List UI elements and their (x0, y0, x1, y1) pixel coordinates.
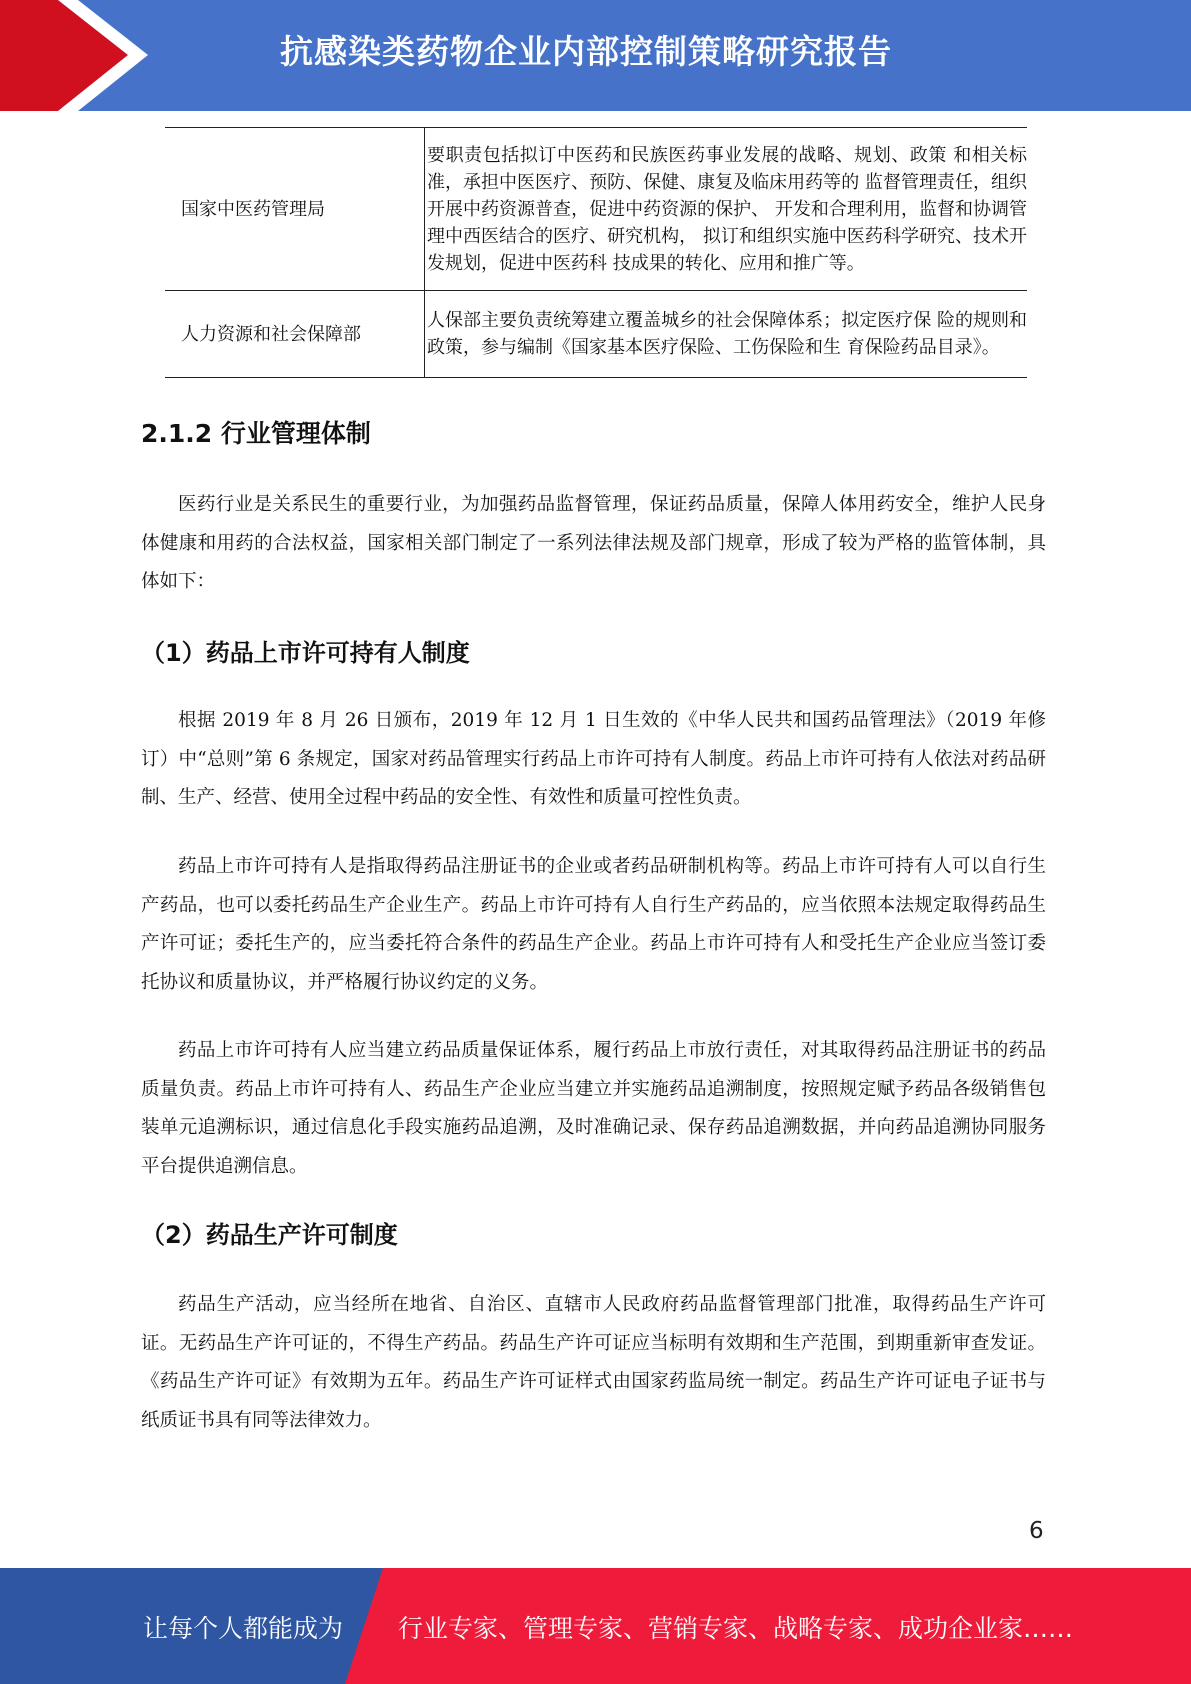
agency-description: 要职责包括拟订中医药和民族医药事业发展的战略、规划、政策 和相关标准，承担中医医疗、预防、保健、康复及临床用药等的 监督管理责任，组织开展中药资源普查，促进中药资源的保护、 开发和合理利用，监督和协调管理中西医结合的医疗、研究机构， 拟订和组织实施中医药科学研究、技术开发规划，促进中医药科 技成果的转化、应用和推广等。 (427, 144, 1027, 274)
header-chevron-logo (0, 0, 160, 111)
paragraph: 药品生产活动，应当经所在地省、自治区、直辖市人民政府药品监督管理部门批准，取得药品生产许可证。无药品生产许可证的，不得生产药品。药品生产许可证应当标明有效期和生产范围，到期重新审查发证。《药品生产许可证》有效期为五年。药品生产许可证样式由国家药监局统一制定。药品生产许可证电子证书与纸质证书具有同等法律效力。 (141, 1294, 1046, 1431)
paragraph: 药品上市许可持有人是指取得药品注册证书的企业或者药品研制机构等。药品上市许可持有人可以自行生产药品，也可以委托药品生产企业生产。药品上市许可持有人自行生产药品的，应当依照本法规定取得药品生产许可证；委托生产的，应当委托符合条件的药品生产企业。药品上市许可持有人和受托生产企业应当签订委托协议和质量协议，并严格履行协议约定的义务。 (141, 856, 1046, 993)
table-row (165, 291, 1027, 378)
agency-table (165, 127, 1027, 378)
footer-slogan-left: 让每个人都能成为 (143, 1614, 344, 1643)
paragraph: 根据 2019 年 8 月 26 日颁布，2019 年 12 月 1 日生效的《中华人民共和国药品管理法》（2019 年修订）中“总则”第 6 条规定，国家对药品管理实行药品上市许可持有人制度。药品上市许可持有人依法对药品研制、生产、经营、使用全过程中药品的安全性、有效性和质量可控性负责。 (141, 710, 1046, 808)
page-number: 6 (1029, 1518, 1044, 1544)
subsection-heading-2: （2）药品生产许可制度 (141, 1221, 398, 1249)
page-footer (0, 1568, 1191, 1684)
table-row (165, 128, 1027, 291)
agency-name: 国家中医药管理局 (165, 128, 425, 291)
section-heading: 2.1.2 行业管理体制 (141, 419, 371, 448)
agency-description: 人保部主要负责统筹建立覆盖城乡的社会保障体系；拟定医疗保 险的规则和政策，参与编制《国家基本医疗保险、工伤保险和生 育保险药品目录》。 (427, 310, 1027, 358)
agency-name: 人力资源和社会保障部 (165, 291, 425, 378)
report-title: 抗感染类药物企业内部控制策略研究报告 (280, 32, 892, 71)
page-header (0, 0, 1191, 111)
intro-paragraph: 医药行业是关系民生的重要行业，为加强药品监督管理，保证药品质量，保障人体用药安全，维护人民身体健康和用药的合法权益，国家相关部门制定了一系列法律法规及部门规章，形成了较为严格的监管体制，具体如下： (141, 494, 1046, 592)
subsection-heading-1: （1）药品上市许可持有人制度 (141, 639, 470, 667)
paragraph: 药品上市许可持有人应当建立药品质量保证体系，履行药品上市放行责任，对其取得药品注册证书的药品质量负责。药品上市许可持有人、药品生产企业应当建立并实施药品追溯制度，按照规定赋予药品各级销售包装单元追溯标识，通过信息化手段实施药品追溯，及时准确记录、保存药品追溯数据，并向药品追溯协同服务平台提供追溯信息。 (141, 1040, 1046, 1177)
footer-slogan-right: 行业专家、管理专家、营销专家、战略专家、成功企业家…… (398, 1614, 1074, 1643)
